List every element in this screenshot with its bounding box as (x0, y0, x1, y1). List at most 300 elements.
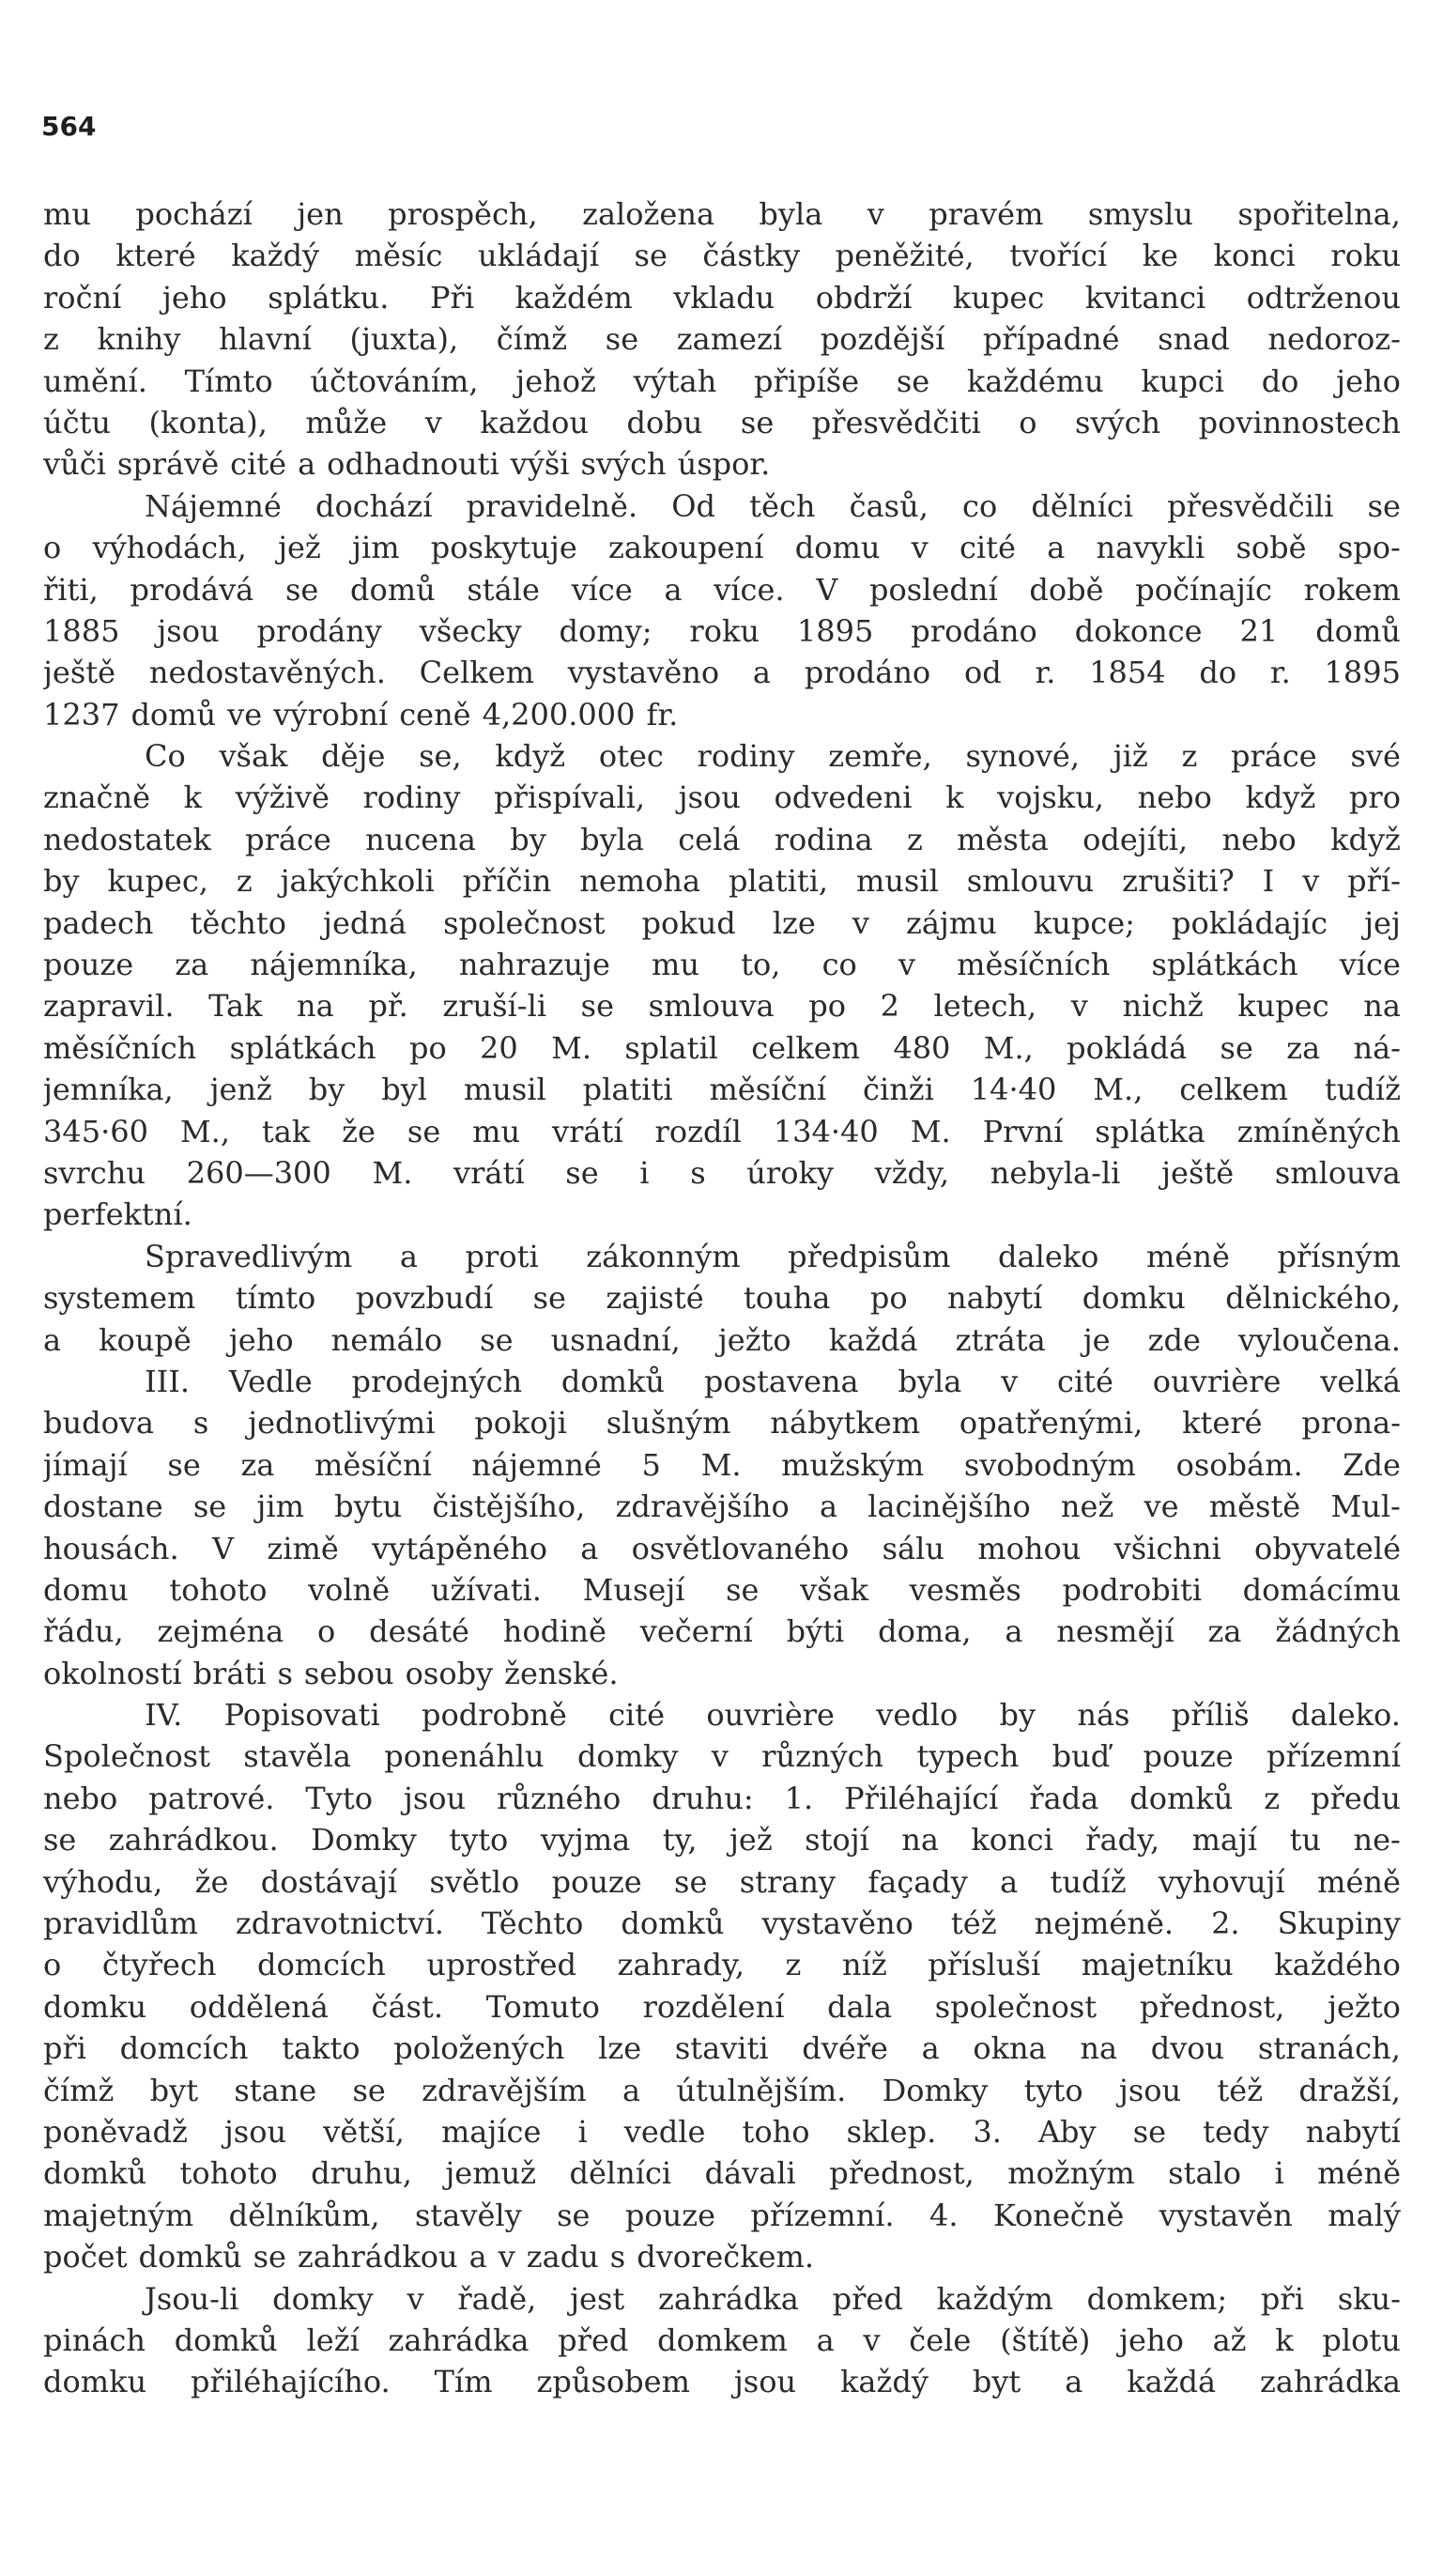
text-line (43, 2028, 1401, 2069)
word: V (211, 1530, 235, 1566)
word: desáté (369, 1613, 469, 1650)
text-line (43, 361, 1401, 402)
word: řadě, (457, 2280, 537, 2317)
word: v (852, 904, 869, 941)
word: ne- (1353, 1822, 1401, 1859)
word: domů (130, 696, 217, 733)
word: společnost (934, 1988, 1098, 2025)
word: počet (43, 2239, 128, 2275)
word: Skupiny (1277, 1905, 1401, 1942)
word: přesvědčili (1167, 487, 1334, 524)
word: počínajíc (1135, 571, 1272, 608)
word: zdravějším (422, 2072, 587, 2108)
word: smlouva (648, 988, 775, 1025)
word: nebo (1221, 821, 1297, 857)
word: jedná (323, 904, 407, 941)
text-line (43, 2111, 1401, 2152)
word: Aby (1037, 2113, 1097, 2150)
word: svobodným (963, 1446, 1136, 1483)
word: jsou (157, 612, 220, 649)
word: nájemníka, (250, 947, 418, 983)
word: 21 (1239, 612, 1279, 649)
word: povzbudí (355, 1280, 494, 1317)
word: jim (256, 1489, 304, 1525)
word: pouze (624, 2197, 716, 2233)
word: tu (1289, 1822, 1322, 1859)
word: byla (580, 821, 644, 857)
word: domácímu (1242, 1571, 1401, 1608)
word: tvořící (1009, 238, 1108, 274)
word: domků (138, 2239, 242, 2275)
word: (juxta), (349, 321, 459, 358)
word: zahrádkou (297, 2239, 458, 2275)
word: jemuž (445, 2155, 537, 2192)
word: domku (1082, 1280, 1186, 1317)
word: za (1286, 1029, 1321, 1066)
word: Tímto (184, 362, 273, 399)
word: nájemné (471, 1446, 602, 1483)
word: je (1082, 1321, 1111, 1358)
word: již (1113, 738, 1148, 775)
word: jeho (1119, 2321, 1184, 2358)
word: zahrádkou. (108, 1822, 279, 1859)
word: a (1047, 530, 1066, 566)
word: každý (840, 2364, 929, 2400)
word: i (639, 1154, 650, 1191)
word: účtováním, (310, 362, 479, 399)
word: ouvrière (1152, 1363, 1282, 1399)
word: Od (671, 487, 716, 524)
word: vojsku, (997, 779, 1104, 816)
word: Spravedlivým (145, 1238, 353, 1274)
word: mu (472, 1113, 521, 1149)
word: prodáno (804, 655, 931, 691)
word: byla (898, 1363, 962, 1399)
word: První (982, 1113, 1064, 1149)
word: přísluší (928, 1947, 1041, 1983)
word: do (1261, 362, 1299, 399)
word: kupec (1237, 988, 1329, 1025)
word: celkem (1179, 1072, 1288, 1108)
word: 4,200.000 (482, 696, 636, 733)
word: žádných (1275, 1613, 1401, 1650)
word: pouze (551, 1863, 642, 1900)
word: kupci (1141, 362, 1224, 399)
word: k (945, 779, 964, 816)
text-line (43, 569, 1401, 610)
word: časů, (849, 487, 929, 524)
word: vystavěn (1159, 2197, 1293, 2233)
word: celkem (751, 1029, 860, 1066)
word: různých (761, 1738, 884, 1775)
word: býti (786, 1613, 845, 1650)
word: ještě (43, 655, 116, 691)
word: méně (1317, 1863, 1401, 1900)
text-line (43, 1152, 1401, 1194)
word: poskytuje (430, 530, 577, 566)
word: účtu (43, 404, 111, 440)
word: domy; (559, 612, 652, 649)
word: pravém (929, 196, 1044, 232)
word: a (43, 1321, 62, 1358)
word: 4. (929, 2197, 959, 2233)
word: svých (1075, 404, 1161, 440)
text-line (43, 819, 1401, 860)
word: jsou (733, 2364, 797, 2400)
word: splátkách (1151, 947, 1298, 983)
word: touha (744, 1280, 831, 1317)
word: zájmu (905, 904, 997, 941)
word: čtyřech (101, 1947, 217, 1983)
word: Jsou-li (145, 2280, 239, 2317)
word: konci (971, 1822, 1053, 1859)
word: s (277, 1655, 293, 1691)
word: města (957, 821, 1049, 857)
word: nemálo (330, 1321, 443, 1358)
word: měsíční (315, 1446, 432, 1483)
word: vesměs (909, 1571, 1021, 1608)
word: pro (1348, 779, 1401, 816)
word: a (468, 2239, 487, 2275)
word: co (821, 947, 857, 983)
word: M., (983, 1029, 1034, 1066)
word: IV. (145, 1697, 183, 1734)
word: byl (381, 1072, 427, 1108)
word: 1895 (796, 612, 874, 649)
word: i (577, 2113, 588, 2150)
text-line (43, 985, 1401, 1026)
word: poslední (869, 571, 998, 608)
word: smlouvu (966, 863, 1095, 900)
word: domku (43, 1988, 147, 2025)
word: tudíž (1324, 1072, 1401, 1108)
text-line (43, 1194, 1401, 1235)
word: vystavěno (761, 1905, 913, 1942)
text-line (43, 1986, 1401, 2028)
word: ježto (717, 1321, 791, 1358)
word: po (808, 988, 846, 1025)
word: a (1065, 2364, 1083, 2400)
word: okolností (43, 1655, 182, 1691)
word: Nájemné (145, 487, 282, 524)
word: Tím (434, 2364, 493, 2400)
word: sku- (1337, 2280, 1401, 2317)
word: ztráta (955, 1321, 1046, 1358)
text-line (43, 652, 1401, 693)
word: vedlo (876, 1697, 959, 1734)
word: Konečně (992, 2197, 1125, 2233)
word: fr. (646, 696, 679, 733)
word: Společnost (43, 1738, 210, 1775)
word: svých (580, 446, 667, 483)
word: mu (43, 196, 91, 232)
word: 480 (893, 1029, 951, 1066)
word: výhodách, (92, 530, 247, 566)
word: vrátí (552, 1113, 623, 1149)
word: zahrádka (388, 2321, 530, 2358)
word: umění. (43, 362, 147, 399)
word: daleko. (1290, 1697, 1401, 1734)
word: nichž (1122, 988, 1204, 1025)
word: Vedle (228, 1363, 313, 1399)
word: patrové. (148, 1780, 275, 1816)
word: tudíž (1050, 1863, 1127, 1900)
word: 345·60 (43, 1113, 148, 1149)
word: jednotlivými (248, 1405, 436, 1442)
word: dostávají (260, 1863, 398, 1900)
word: zemře, (828, 738, 932, 775)
word: nedoroz- (1267, 321, 1401, 358)
word: nebo (43, 1780, 118, 1816)
word: měsíční (709, 1072, 827, 1108)
word: době (1029, 571, 1104, 608)
word: že (194, 1863, 229, 1900)
word: jeho (1336, 362, 1401, 399)
word: nedostatek (43, 821, 211, 857)
word: rozdíl (654, 1113, 742, 1149)
word: proti (465, 1238, 539, 1274)
word: plotu (1322, 2321, 1401, 2358)
word: obdrží (815, 279, 913, 316)
word: řada (1029, 1780, 1099, 1816)
word: výživě (235, 779, 330, 816)
word: dělnického, (1225, 1280, 1401, 1317)
word: dobu (626, 404, 703, 440)
word: byt (972, 2364, 1021, 2400)
text-line (43, 1653, 1401, 1694)
word: spo- (1337, 530, 1401, 566)
text-line (43, 735, 1401, 777)
text-line (43, 694, 1401, 735)
word: III. (145, 1363, 191, 1399)
word: pravidlům (43, 1905, 198, 1942)
word: až (1212, 2321, 1247, 2358)
word: za (1207, 1613, 1242, 1650)
word: řádu, (43, 1613, 124, 1650)
word: částky (702, 238, 801, 274)
word: pouze (1143, 1738, 1234, 1775)
word: každým (936, 2280, 1053, 2317)
word: prospěch, (388, 196, 538, 232)
text-line (43, 318, 1401, 360)
word: těch (749, 487, 816, 524)
word: zahrádka (657, 2280, 799, 2317)
word: splatil (624, 1029, 718, 1066)
word: sklep. (846, 2113, 937, 2150)
word: před (558, 2321, 629, 2358)
word: malý (1328, 2197, 1401, 2233)
word: se (284, 571, 319, 608)
word: snad (1158, 321, 1230, 358)
word: slušným (606, 1405, 731, 1442)
word: domků (560, 1363, 665, 1399)
word: by (999, 1697, 1036, 1734)
word: vyhovují (1158, 1863, 1285, 1900)
word: jej (1364, 904, 1401, 941)
word: se (740, 404, 775, 440)
word: činži (863, 1072, 934, 1108)
word: jímají (43, 1446, 128, 1483)
word: zakoupení (608, 530, 764, 566)
word: pří- (1347, 863, 1401, 900)
word: bytu (334, 1489, 403, 1525)
word: Popisovati (223, 1697, 380, 1734)
word: jen (297, 196, 344, 232)
word: se (1367, 487, 1401, 524)
word: útulnějším. (676, 2072, 847, 2108)
word: velká (1320, 1363, 1401, 1399)
word: tyto (1023, 2072, 1083, 2108)
word: dochází (315, 487, 433, 524)
text-line (43, 1236, 1401, 1277)
word: M. (551, 1029, 592, 1066)
word: zajisté (606, 1280, 704, 1317)
word: do (43, 238, 81, 274)
word: zejména (157, 1613, 284, 1650)
word: předu (1311, 1780, 1401, 1816)
word: Tyto (305, 1780, 373, 1816)
word: s (609, 2239, 626, 2275)
word: padech (43, 904, 154, 941)
text-line (43, 1819, 1401, 1860)
word: rodiny (697, 738, 795, 775)
word: by (308, 1072, 345, 1108)
word: zmíněných (1236, 1113, 1401, 1149)
word: mohou (977, 1530, 1082, 1566)
word: se (557, 2197, 591, 2233)
text-line (43, 1528, 1401, 1569)
word: sebou (303, 1655, 394, 1691)
word: jakýchkoli (280, 863, 435, 900)
word: v (424, 404, 442, 440)
word: značně (43, 779, 151, 816)
word: příčin (462, 863, 552, 900)
word: se (565, 1154, 599, 1191)
word: v (863, 2321, 881, 2358)
word: Při (430, 279, 475, 316)
word: úroky (746, 1154, 834, 1191)
word: z (1181, 738, 1198, 775)
word: se (253, 2239, 286, 2275)
word: pokud (641, 904, 736, 941)
word: dokonce (1074, 612, 1203, 649)
word: M., (1093, 1072, 1144, 1108)
word: se (580, 988, 614, 1025)
word: lacinějšího (867, 1489, 1031, 1525)
word: jenž (209, 1072, 272, 1108)
word: správě (116, 446, 220, 483)
word: pinách (43, 2321, 146, 2358)
word: všecky (419, 612, 522, 649)
word: I (1262, 863, 1275, 900)
word: a (664, 571, 683, 608)
word: nás (1077, 1697, 1130, 1734)
word: každém (514, 279, 633, 316)
word: před (832, 2280, 903, 2317)
word: nemoha (579, 863, 701, 900)
word: obyvatelé (1254, 1530, 1401, 1566)
word: splátkách (229, 1029, 376, 1066)
word: přesvědčiti (811, 404, 981, 440)
word: v (711, 1738, 729, 1775)
word: přízemní. (750, 2197, 895, 2233)
word: jsou (403, 1780, 467, 1816)
text-line (43, 235, 1401, 276)
word: strany (739, 1863, 837, 1900)
word: 1. (784, 1780, 814, 1816)
word: též (1217, 2072, 1264, 2108)
word: rozdělení (642, 1988, 785, 2025)
text-line (43, 193, 1401, 235)
word: se (167, 1446, 201, 1483)
word: se (1132, 2113, 1167, 2150)
word: Tomuto (485, 1988, 600, 2025)
word: měsíc (354, 238, 443, 274)
word: více. (714, 571, 785, 608)
word: za (175, 947, 209, 983)
word: i (1274, 2155, 1284, 2192)
word: než (1060, 1489, 1114, 1525)
word: buď (1052, 1738, 1111, 1775)
text-line (43, 527, 1401, 568)
word: majíce (440, 2113, 542, 2150)
word: zákonným (586, 1238, 741, 1274)
word: domkem; (1086, 2280, 1228, 2317)
word: smlouva (1274, 1154, 1401, 1191)
word: Zde (1343, 1446, 1401, 1483)
word: zapravil. (43, 988, 175, 1025)
word: dělníci (1031, 487, 1134, 524)
word: zimě (267, 1530, 339, 1566)
word: dvou (1150, 2030, 1225, 2067)
word: pravidelně. (466, 487, 638, 524)
word: pochází (135, 196, 253, 232)
word: domcích (119, 2030, 249, 2067)
word: jež (278, 530, 321, 566)
word: s (192, 1405, 209, 1442)
word: stalo (1168, 2155, 1242, 2192)
word: a (399, 1238, 418, 1274)
word: se (726, 1571, 760, 1608)
word: způsobem (536, 2364, 690, 2400)
text-line (43, 1277, 1401, 1319)
text-line (43, 1611, 1401, 1652)
word: to, (741, 947, 781, 983)
word: čistějšího, (432, 1489, 586, 1525)
word: kupce; (1033, 904, 1135, 941)
word: nucena (365, 821, 476, 857)
word: 1854 (1089, 655, 1166, 691)
text-line (43, 443, 1401, 485)
word: okna (973, 2030, 1047, 2067)
word: platiti, (728, 863, 829, 900)
word: takto (282, 2030, 361, 2067)
word: méně (1317, 2155, 1401, 2192)
word: ty, (662, 1822, 698, 1859)
word: se (43, 1822, 77, 1859)
word: užívati. (430, 1571, 542, 1608)
word: odejíti, (1082, 821, 1189, 857)
word: založena (582, 196, 715, 232)
word: budova (43, 1405, 154, 1442)
text-line (43, 1569, 1401, 1611)
word: byla (759, 196, 823, 232)
word: ve (1144, 1489, 1179, 1525)
word: část. (371, 1988, 443, 2025)
word: Co (145, 738, 186, 775)
word: do (1199, 655, 1237, 691)
word: vůči (43, 446, 106, 483)
